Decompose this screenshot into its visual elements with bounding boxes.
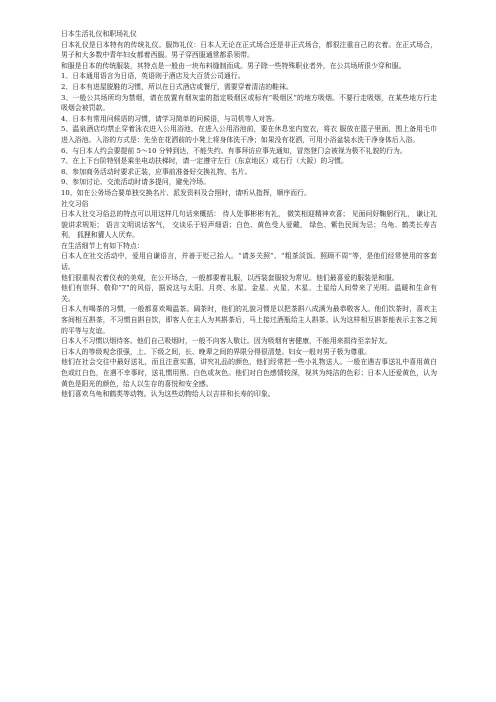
paragraph: 日本人的等级观念很强，上、下级之间，长、晚辈之间的界限分得很清楚。妇女一般对男子极为尊重。 [61, 347, 372, 356]
paragraph: 1、日本通用语言为日语，英语则于酒店及大百货公司通行。 [61, 72, 245, 81]
paragraph: 4、日本有常用问候语的习惯，请学习简单的问候语，与司机等人对答。 [61, 114, 279, 123]
paragraph: 2、日本有进屋脱鞋的习惯，所以在日式酒店或餐厅，需要穿着清洁的鞋袜。 [61, 82, 293, 91]
paragraph: 日本人社交习俗总的特点可以用这样几句话来概括： 待人处事彬彬有礼， 微笑相迎精神欢喜； 见面问好鞠躬行礼， 谦让礼貌讲求规矩； 语言文明说话客气， 交谈乐于轻声细语；白色、黄色受人爱戴， 绿色、紫色民间为忌；乌龟、鹤类长寿吉利， 狐狸和獾人人厌弃。 [61, 210, 437, 240]
paragraph: 日本人不习惯以烟待客。他们自己吸烟时，一般不向客人敬让。因为吸烟有害健康，不能用来损待至亲好友。 [61, 337, 392, 346]
paragraph: 他们喜欢乌龟和鹤类等动物。认为这些动物给人以吉祥和长寿的印象。 [61, 390, 275, 399]
paragraph: 8、参加商务活动时要求正装，应事前准备好交换礼物、名片。 [61, 167, 252, 176]
paragraph: 他们很重视衣着仪表的美观，在公开场合，一般都要着礼服，以西装套服较为常见。他们最喜爱的服装是和服。 [61, 273, 399, 282]
paragraph: 10、如在公务场合要单独交换名片、派发资料及合照时，请听从指挥，顺序而行。 [61, 188, 311, 197]
paragraph: 在生活细节上有如下特点： [61, 241, 144, 250]
paragraph: 社交习俗 [61, 199, 89, 208]
document-body [61, 29, 437, 400]
paragraph: 3、一般公共场所均为禁烟，请在放置有烟灰盅的指定吸烟区或标有“吸烟区”的地方吸烟。不要行走吸烟，在某些地方行走吸烟会被罚款。 [61, 93, 437, 113]
paragraph: 他们有崇拜、敬仰“7”的风俗，据说这与太阳、月亮、水星、金星、火星、木星、土星给人间带来了光明、温暖和生命有关。 [61, 284, 437, 303]
paragraph: 日本人有喝茶的习惯，一般都喜欢喝温茶。阔茶时，他们的礼貌习惯是以把茶斟八成满为最恭敬客人。他们饮茶时，喜欢主客间相互斟茶，不习惯自斟自饮，即客人在主人为其斟茶后，马上接过酒瓶给主人斟茶。认为这样相互斟茶能表示主客之间的平等与友谊。 [61, 305, 437, 335]
paragraph-list [61, 40, 437, 400]
paragraph: 6、与日本人约会要提前 5～10 分钟到达，不能失约。有事拜访应事先通知，冒然登门会被视为极不礼貌的行为。 [61, 146, 407, 155]
paragraph: 日本人在社交活动中，爱用自谦语言，并善于贬己抬人。“请多关照”、“粗茶淡饭、照顾不周”等，是他们经常使用的客套话。 [61, 252, 437, 272]
paragraph: 7、在上下台阶特别是乘坐电动扶梯时，请一定遵守左行（东京地区）或右行（大阪）的习惯。 [61, 157, 348, 166]
paragraph: 9、参加讨论、交流活动时请多提问，避免冷场。 [61, 178, 211, 187]
document-title: 日本生活礼仪和职场礼仪 [61, 30, 137, 38]
paragraph: 他们在社会交往中最好送礼，而且注意实惠，讲究礼品的颜色，他们经常把一些小礼物送人。一般在遇吉事送礼中喜用黄白色或红白色，在遇不幸事时，送礼惯用黑、白色或灰色。他们对白色感情较深，视其为纯洁的色彩；日本人还爱黄色，认为黄色是阳光的颜色，给人以生存的喜悦和安全感。 [61, 358, 437, 388]
paragraph: 日本礼仪是日本特有的传统礼仪。服饰礼仪：日本人无论在正式场合还是非正式场合，都很注重自己的衣着。在正式场合，男子和大多数中青年妇女都着西服。男子穿西服通常都系领带。 [61, 40, 437, 60]
paragraph: 和服是日本的传统服装，其特点是一般由一块布料缝制而成。男子除一些特殊职业者外，在公共场所很少穿和服。 [61, 61, 406, 70]
paragraph: 5、温泉酒店均禁止穿着泳衣进入公用浴池，在进入公用浴池前，要在休息室内宽衣，将衣 服放在篮子里面，围上备用毛巾进入浴池。入浴的方式是：先坐在花洒前的小凳上将身体洗干净；如果没有花洒，可用小浴盆装水洗干净身体后入浴。 [61, 125, 437, 144]
